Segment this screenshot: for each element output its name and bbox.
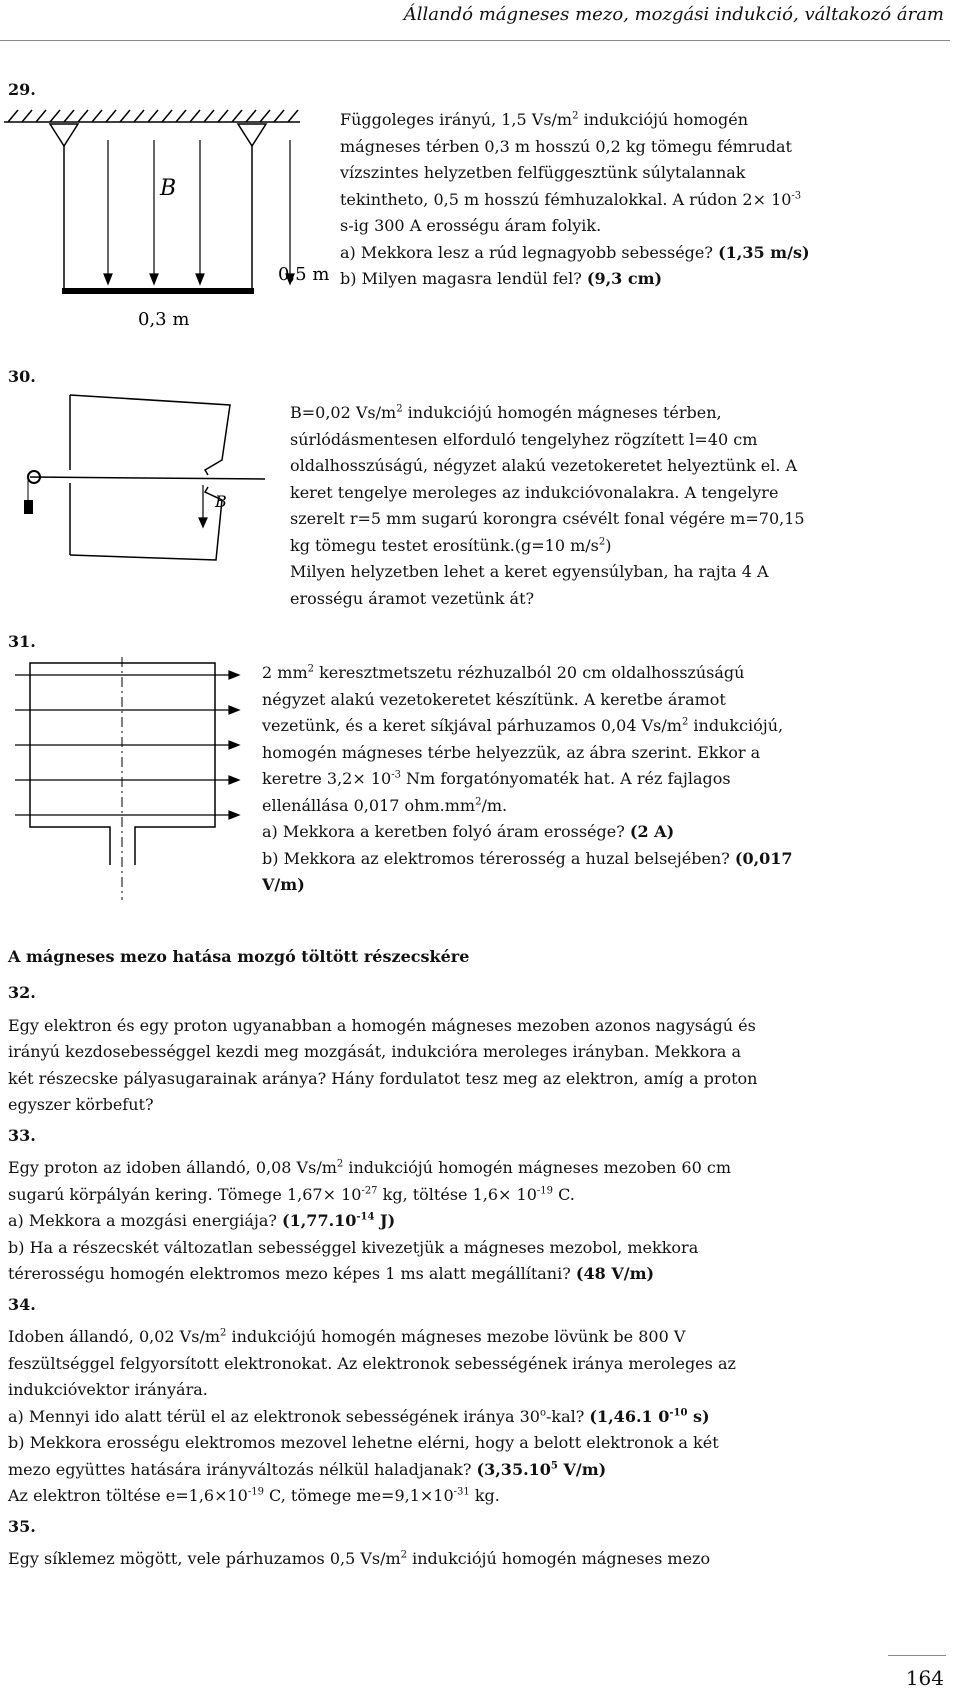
width-label: 0,3 m [138,309,190,330]
field-arrows [15,671,239,819]
problem-30-figure [10,375,270,585]
text-line: Az elektron töltése $e=1,6\times 10^{-19}$ C, tömege $me=9,1\times 10^{-31}$ kg. [8,1486,500,1505]
text-line: ellenállása 0,017 $ohm.mm^2/m$. [262,795,508,815]
problem-32-number: 32. [8,983,36,1002]
text-line: Egy proton az idoben állandó, 0,08 $Vs/m^2$ indukciójú homogén mágneses mezoben 60 cm [8,1158,731,1177]
text-line: keretre $3,2\times 10^{-3}$ Nm forgatónyomaték hat. A réz fajlagos [262,769,731,788]
question-a: a) Mennyi ido alatt térül el az elektronok sebességének iránya 30$^o$-kal? (1,46.1 $0^{-10}$ s) [8,1406,710,1426]
text-line: vízszintes helyzetben felfüggesztünk súlytalannak [340,163,746,182]
text-line: Milyen helyzetben lehet a keret egyensúlyban, ha rajta 4 A [290,562,769,581]
answer-b: (9,3 cm) [586,269,663,288]
text-line: irányú kezdosebességgel kezdi meg mozgását, indukcióra meroleges irányban. Mekkora a [8,1042,742,1061]
text-line: 2 $mm^2$ keresztmetszetu rézhuzalból 20 cm oldalhosszúságú [262,663,745,682]
answer-b: (3,35.10$^5$ V/m) [476,1459,607,1479]
problem-33-number: 33. [8,1125,36,1145]
text-line: keret tengelye meroleges az indukcióvonalakra. A tengelyre [290,482,779,502]
text-line: s-ig 300 A erosségu áram folyik. [340,216,602,235]
answer-b: (0,017 [734,848,793,868]
header-rule [0,40,950,41]
text-line: súrlódásmentesen elforduló tengelyhez rögzített l=40 cm [290,429,758,449]
field-label-b: B [160,176,177,201]
text-line: erosségu áramot vezetünk át? [290,588,535,608]
text-line: tekintheto, 0,5 m hosszú fémhuzalokkal. A rúdon $2\times 10^{-3}$ [340,189,802,209]
text-line: Idoben állandó, 0,02 $Vs/m^2$ indukciójú homogén mágneses mezobe lövünk be 800 V [8,1327,686,1346]
problem-31-figure [10,655,250,905]
running-header: Állandó mágneses mezo, mozgási indukció, váltakozó áram [403,4,944,25]
page-number-rule [888,1655,946,1656]
problem-31-number: 31. [8,632,36,651]
text-line: négyzet alakú vezetokeretet készítünk. A keretbe áramot [262,689,726,709]
metal-rod [62,288,254,294]
text-line: b) Mekkora erosségu elektromos mezovel lehetne elérni, hogy a belott elektronok a két [8,1433,719,1452]
problem-29-number: 29. [8,80,36,99]
axle [30,477,265,479]
length-label: 0,5 m [278,264,330,285]
problems-32-35 [8,980,938,1573]
text-line: Egy síklemez mögött, vele párhuzamos 0,5 $Vs/m^2$ indukciójú homogén mágneses mezo [8,1549,711,1568]
answer-a: (2 A) [629,822,675,841]
answer-b-continued: V/m) [262,875,305,894]
problem-31-text [262,660,942,899]
question-b: mezo együttes hatására irányváltozás nélkül haladjanak? (3,35.10$^5$ V/m) [8,1459,607,1479]
text-line: sugarú körpályán kering. Tömege $1,67\times 10^{-27}$ kg, töltése $1,6\times 10^{-19}$ C. [8,1184,575,1204]
left-suspension [50,124,78,290]
text-line: homogén mágneses térbe helyezzük, az ábra szerint. Ekkor a [262,742,761,762]
text-line: szerelt r=5 mm sugarú korongra csévélt fonal végére m=70,15 [290,509,805,528]
page-number: 164 [905,1666,944,1690]
question-a: a) Mekkora a keretben folyó áram erossége? (2 A) [262,822,675,841]
field-arrows [104,140,294,284]
question-a: a) Mekkora lesz a rúd legnagyobb sebessége? (1,35 m/s) [340,242,810,262]
question-a: a) Mekkora a mozgási energiája? ($1,77.10^{-14}$ J) [8,1211,396,1230]
text-line: B=0,02 $Vs/m^2$ indukciójú homogén mágneses térben, [290,403,722,422]
text-line: vezetünk, és a keret síkjával párhuzamos 0,04 $Vs/m^2$ indukciójú, [262,716,784,735]
text-line: Függoleges irányú, 1,5 $Vs/m^2$ indukciójú homogén [340,110,749,129]
field-label-b: B [215,492,227,511]
problem-34-number: 34. [8,1294,36,1314]
right-suspension [238,124,266,290]
problem-29-text [340,107,940,293]
text-line: feszültséggel felgyorsított elektronokat. Az elektronok sebességének iránya meroleges az [8,1353,736,1373]
text-line: b) Ha a részecskét változatlan sebességgel kivezetjük a mágneses mezobol, mekkora [8,1237,699,1257]
text-line: oldalhosszúságú, négyzet alakú vezetokeretet helyeztünk el. A [290,456,798,475]
answer-b: (48 V/m) [575,1264,655,1283]
problem-35-number: 35. [8,1516,36,1536]
problem-30-number: 30. [8,367,36,386]
question-b: térerosségu homogén elektromos mezo képes 1 ms alatt megállítani? (48 V/m) [8,1264,655,1283]
text-line: két részecske pályasugarainak aránya? Hány fordulatot tesz meg az elektron, amíg a proton [8,1068,758,1088]
question-b: b) Mekkora az elektromos térerosség a huzal belsejében? (0,017 [262,848,793,868]
problem-29-figure [0,110,330,350]
answer-a: (1,46.1 $0^{-10}$ s) [589,1406,710,1426]
question-b: b) Milyen magasra lendül fel? (9,3 cm) [340,269,663,288]
ceiling-hatching [4,110,300,122]
hanging-mass [24,500,33,514]
problem-30-text [290,400,940,612]
section-heading: A mágneses mezo hatása mozgó töltött részecskére [8,947,470,966]
text-line: Egy elektron és egy proton ugyanabban a homogén mágneses mezoben azonos nagyságú és [8,1015,756,1035]
answer-a: (1,35 m/s) [718,242,810,262]
answer-a: ($1,77.10^{-14}$ J) [282,1211,396,1230]
text-line: mágneses térben 0,3 m hosszú 0,2 kg tömegu fémrudat [340,136,792,156]
text-line: egyszer körbefut? [8,1095,154,1114]
text-line: kg tömegu testet erosítünk.(g=10 $m/s^2$) [290,535,612,555]
text-line: indukcióvektor irányára. [8,1380,208,1399]
